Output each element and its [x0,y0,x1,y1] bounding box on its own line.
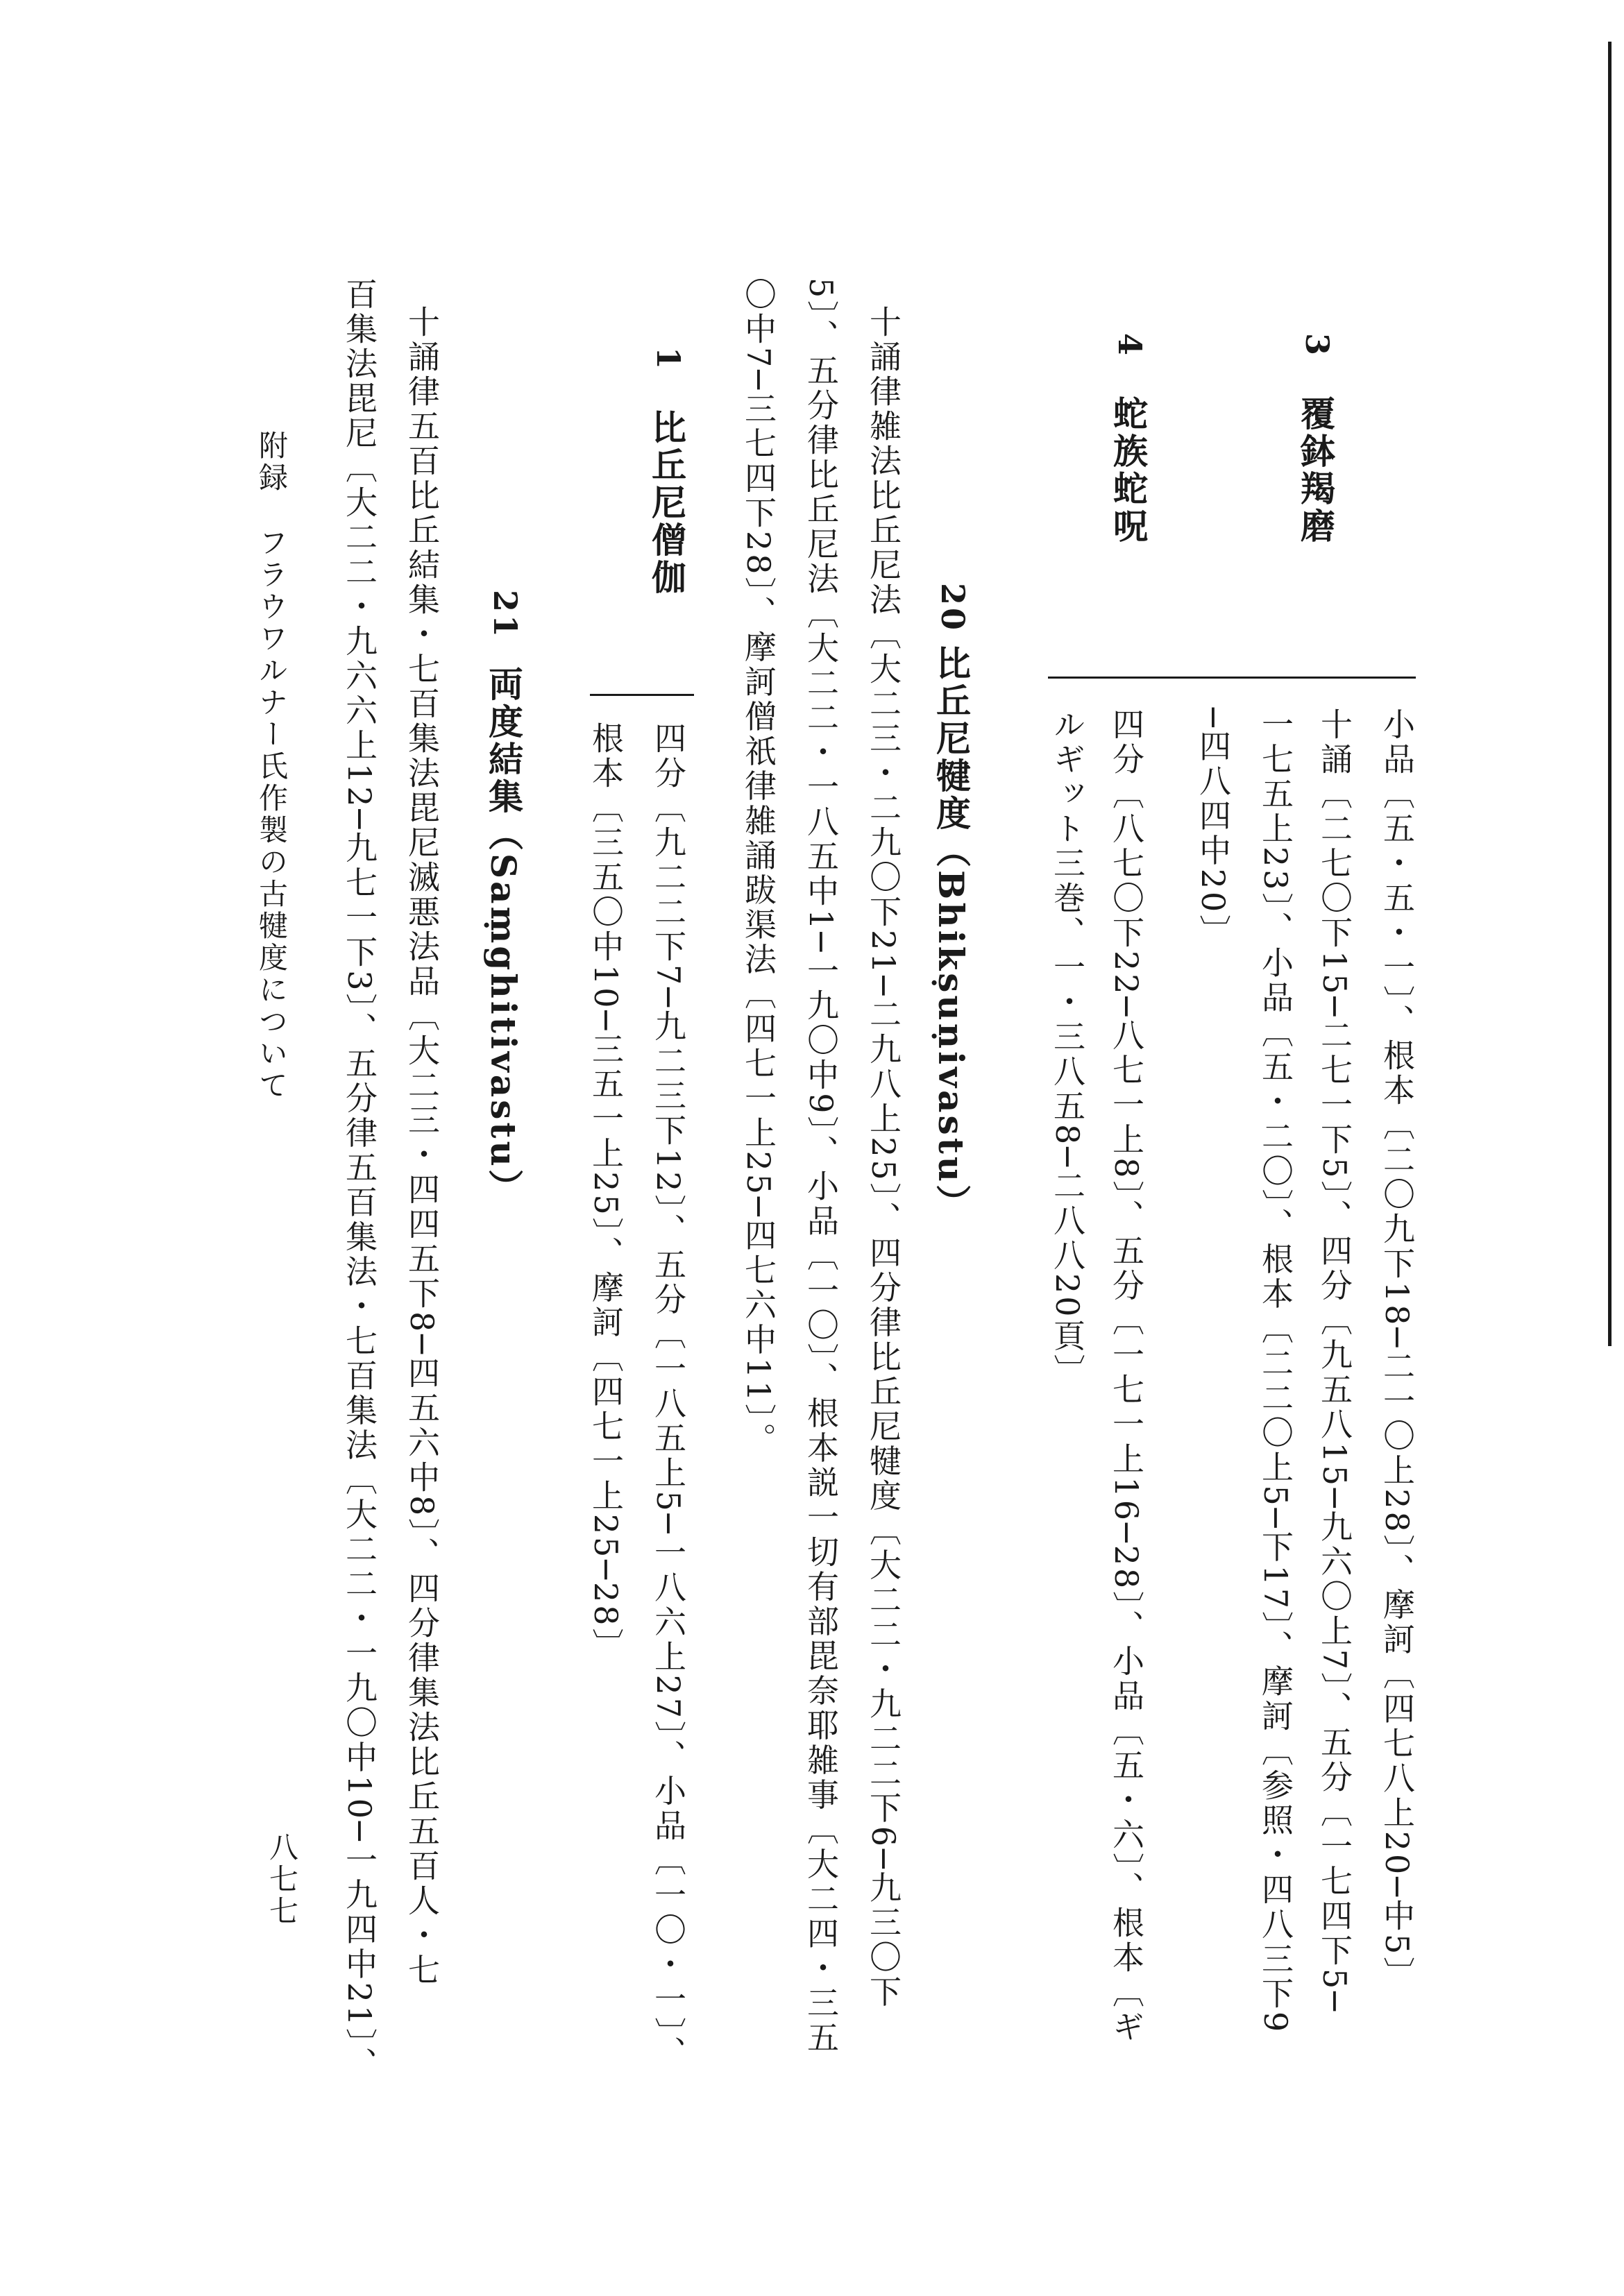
section-title: 比丘尼僧伽 [646,409,687,597]
section-number: 3 [1299,333,1336,359]
footer-label: 附録 [255,430,289,494]
text-line: 一七五上23〕、小品〔五・二〇〕、根本〔二二〇上5─下17〕、摩訶〔参照・四八三下9 [1257,708,1294,2035]
text-line: 十誦律五百比丘結集・七百集法毘尼滅悪法品〔大二三・四四五下8─四五六中8〕、四分律集法比丘五百人・七 [403,305,441,1989]
text-line: 四分〔八七〇下22─八七一上8〕、五分〔一七一上16─28〕、小品〔五・六〕、根本〔ギ [1108,708,1145,2046]
scan-edge-line [1608,42,1612,1346]
section-number: 1 [650,347,687,373]
footer-text: フラウワルナー氏作製の古犍度について [255,527,289,1102]
text-line: 四分〔九二二下7─九二三下12〕、五分〔一八五上5─一八六上27〕、小品〔一〇・一〕、 [650,722,687,2070]
text-line: 5〕、五分律比丘尼法〔大二二・一八五中1─一九〇中9〕、小品〔一〇〕、根本説一切有部毘奈耶雑事〔大二四・三五 [802,278,840,2056]
section-number: 4 [1111,333,1149,359]
page-number: 八七七 [265,1832,299,1928]
section-title: 両度結集（Saṃghitivastu） [483,666,524,1207]
text-line: 根本〔三五〇中10─三五一上25〕、摩訶〔四七一上25─28〕 [587,722,625,1663]
divider-rule [590,694,694,696]
section-title: 蛇族蛇呪 [1108,396,1149,545]
text-line: 百集法毘尼〔大二二・九六六上12─九七一下3〕、五分律五百集法・七百集法〔大二二・一九〇中10─一九四中21〕、 [341,278,378,2082]
text-line: 小品〔五・五・一〕、根本〔二〇九下18─二一〇上28〕、摩訶〔四七八上20─中5〕 [1378,708,1416,1992]
divider-rule [1048,677,1416,679]
text-line: ─四八四中20〕 [1194,708,1232,950]
text-line: ルギット三巻、一・三八五8─二八八20頁〕 [1049,708,1086,1389]
section-title: 覆鉢羯磨 [1295,396,1336,545]
text-line: 〇中7─三七四下28〕、摩訶僧祇律雑誦跋渠法〔四七一上25─四七六中11〕。 [740,278,777,1458]
section-number: 21 [487,590,524,640]
section-number: 20 [934,583,972,633]
text-line: 十誦律雑法比丘尼法〔大二三・二九〇下21─二九八上25〕、四分律比丘尼犍度〔大二二・九二二下6─九三〇下 [865,305,902,2010]
section-title: 比丘尼犍度（Bhikṣuṇivastu） [931,645,972,1223]
text-line: 十誦〔二七〇下15─二七一下5〕、四分〔九五八15─九六〇上7〕、五分〔一七四下5─ [1316,708,1353,2014]
